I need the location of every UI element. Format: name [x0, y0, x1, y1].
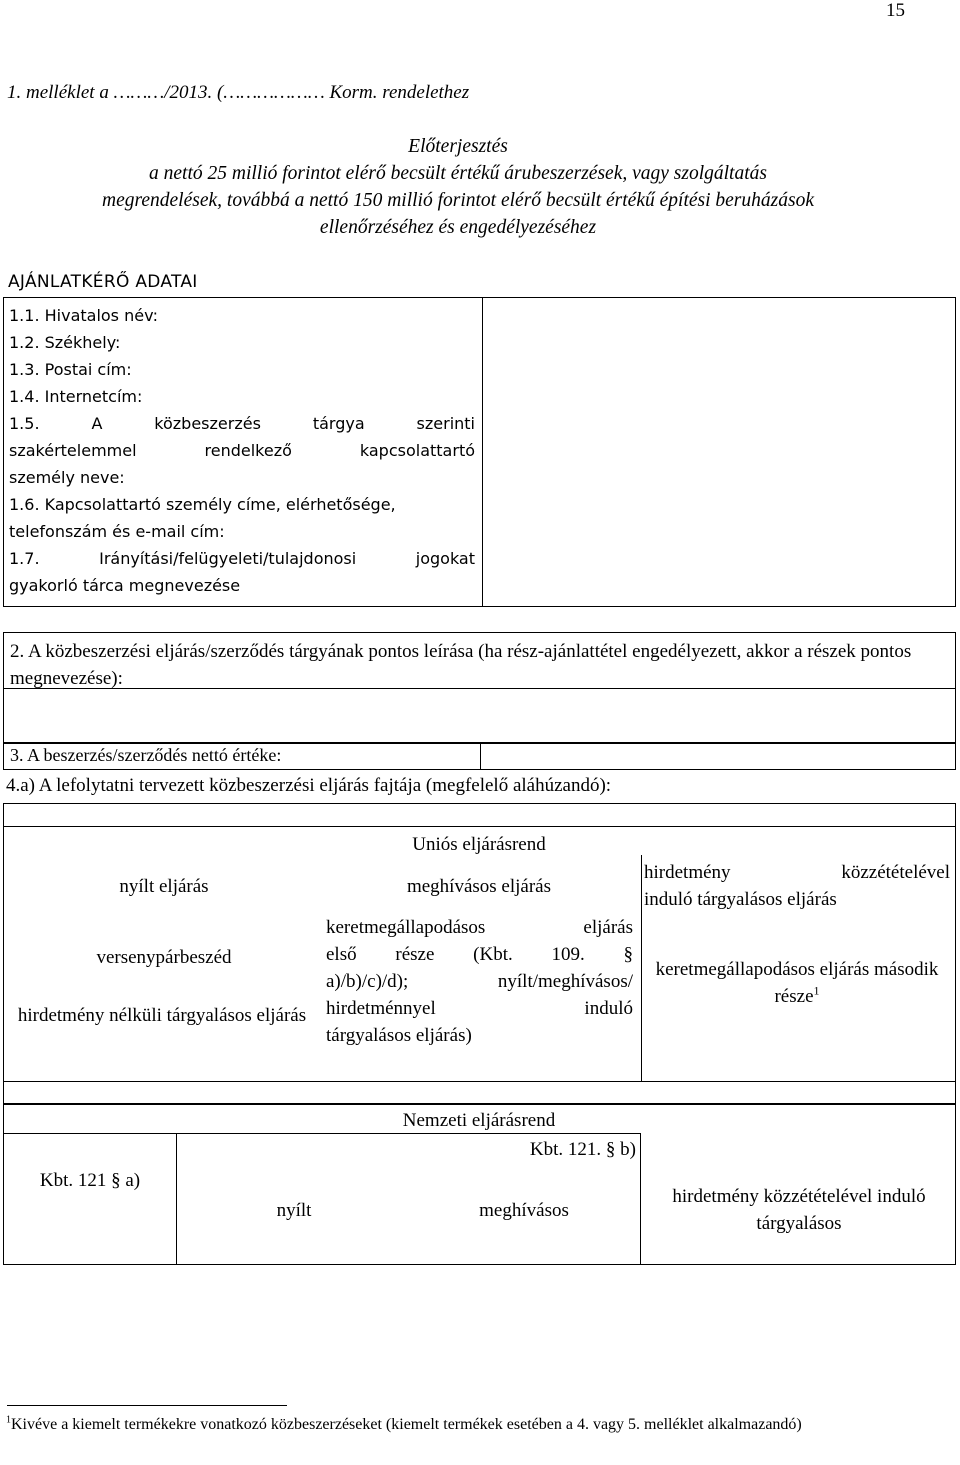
option-restricted-procedure: meghívásos eljárás [406, 876, 552, 897]
footnote-marker: 1 [6, 1414, 11, 1426]
divider [4, 688, 955, 689]
divider [640, 1133, 641, 1264]
field-internet-address: 1.4. Internetcím: [9, 387, 143, 406]
field-seat: 1.2. Székhely: [9, 333, 121, 352]
option-competitive-dialogue: versenypárbeszéd [96, 947, 232, 968]
option-framework-second-part: keretmegállapodásos eljárás második része$^1$ [655, 959, 939, 1007]
field-contact-person-name: 1.5. A közbeszerzés tárgya szerinti szakértelemmel rendelkező kapcsolattartó személy neve: [9, 414, 475, 487]
footnote-text: Kivéve a kiemelt termékekre vonatkozó közbeszerzéseket (kiemelt termékek esetében a 4. vagy 5. melléklet alkalmazandó) [11, 1416, 802, 1433]
title-line-3: megrendelések, továbbá a nettó 150 millió forintot elérő becsült értékű építési beruházások [102, 190, 814, 211]
field-contact-details: 1.6. Kapcsolattartó személy címe, elérhetősége, telefonszám és e-mail cím: [9, 495, 396, 541]
subject-description-label: 2. A közbeszerzési eljárás/szerződés tárgyának pontos leírása (ha rész-ajánlattétel engedélyezett, akkor a részek pontos megnevezése): [10, 641, 912, 689]
field-labels [9, 302, 475, 599]
footnote [6, 1413, 902, 1436]
union-procedure-table [3, 826, 956, 1104]
contracting-authority-table [3, 297, 956, 607]
national-heading: Nemzeti eljárásrend [402, 1110, 556, 1131]
union-heading: Uniós eljárásrend [412, 834, 546, 855]
divider [4, 1081, 955, 1082]
field-postal-address: 1.3. Postai cím: [9, 360, 132, 379]
title-line-2: a nettó 25 millió forintot elérő becsült értékű árubeszerzések, vagy szolgáltatás [149, 163, 767, 184]
procedure-type-label: 4.a) A lefolytatni tervezett közbeszerzési eljárás fajtája (megfelelő aláhúzandó): [6, 775, 612, 796]
footnote-separator [7, 1405, 287, 1406]
option-national-negotiated: hirdetmény közzétételével induló tárgyalásos [672, 1186, 926, 1234]
field-official-name: 1.1. Hivatalos név: [9, 306, 159, 325]
title-line-4: ellenőrzéséhez és engedélyezéséhez [319, 217, 597, 238]
annex-line: 1. melléklet a ………/2013. (……………… Korm. rendelethez [7, 82, 470, 103]
net-value-label: 3. A beszerzés/szerződés nettó értéke: [10, 745, 282, 765]
title-line-1: Előterjesztés [408, 136, 508, 157]
option-negotiated-without-notice: hirdetmény nélküli tárgyalásos eljárás [17, 1005, 307, 1026]
option-national-open: nyílt [276, 1200, 312, 1221]
procedure-type-spacer [3, 803, 956, 827]
footnote-marker: 1 [813, 983, 820, 998]
subject-description-box [3, 632, 956, 743]
section-1-heading: AJÁNLATKÉRŐ ADATAI [8, 272, 198, 292]
option-framework-first-part: keretmegállapodásos eljárás első része (Kbt. 109. § a)/b)/c)/d); nyílt/meghívásos/ hirdetménnyel induló tárgyalásos eljárás) [326, 917, 633, 1046]
kbt-121-b: Kbt. 121. § b) [529, 1139, 636, 1160]
divider [4, 1133, 640, 1134]
divider [641, 855, 642, 1081]
column-divider [480, 744, 481, 769]
option-national-restricted: meghívásos [479, 1200, 569, 1221]
divider [176, 1133, 177, 1264]
national-procedure-table [3, 1104, 956, 1265]
kbt-121-a: Kbt. 121 § a) [39, 1170, 141, 1191]
option-negotiated-with-notice: hirdetmény közzétételével induló tárgyalásos eljárás [644, 862, 950, 910]
page-number: 15 [886, 0, 905, 21]
net-value-box [3, 743, 956, 770]
option-open-procedure: nyílt eljárás [119, 876, 209, 897]
column-divider [482, 298, 483, 606]
field-supervising-ministry: 1.7. Irányítási/felügyeleti/tulajdonosi jogokat gyakorló tárca megnevezése [9, 549, 475, 595]
document-title [0, 133, 916, 241]
